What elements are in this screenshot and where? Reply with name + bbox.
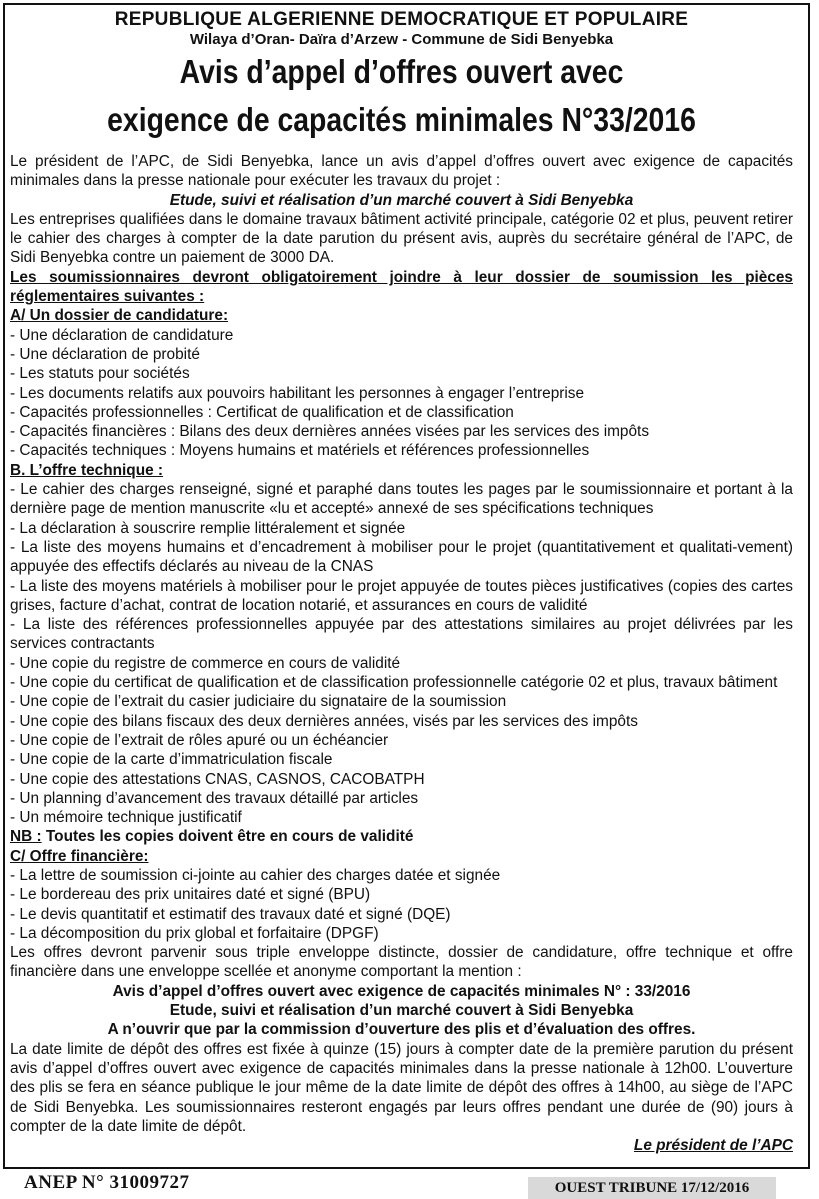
list-item: - Une copie de l’extrait du casier judiciaire du signataire de la soumission xyxy=(10,693,507,711)
nb-label: NB : xyxy=(10,828,42,846)
deadline-paragraph: La date limite de dépôt des offres est fixée à quinze (15) jours à compter date de la première parution du présent avis d’appel d’offres ouvert avec exigence de capacités minimales dans la presse nationale à 12h00. L’ouverture des plis se fera en séance publique le jour même de la date limite de dépôt des offres à 14h00, au siège de l’APC de Sidi Benyebka. Les soumissionnaires resteront engagés par leurs offres pendant une durée de (90) jours à compter de la date limite de dépôt. xyxy=(10,1040,793,1135)
mention-commission: A n’ouvrir que par la commission d’ouverture des plis et d’évaluation des offres. xyxy=(107,1021,696,1039)
list-item: - Une copie des bilans fiscaux des deux dernières années, visés par les services des impôts xyxy=(10,712,638,730)
list-item: - Capacités financières : Bilans des deux dernières années visées par les services des impôts xyxy=(10,423,650,441)
section-a-heading: A/ Un dossier de candidature: xyxy=(10,307,229,325)
list-item: - Un planning d’avancement des travaux détaillé par articles xyxy=(10,789,419,807)
list-item: - La lettre de soumission ci-jointe au cahier des charges datée et signée xyxy=(10,866,501,884)
intro-paragraph: Le président de l’APC, de Sidi Benyebka, lance un avis d’appel d’offres ouvert avec exigence de capacités minimales dans la presse nationale pour exécuter les travaux du projet : xyxy=(10,153,793,190)
anep-number: ANEP N° 31009727 xyxy=(24,1172,190,1193)
mention-project: Etude, suivi et réalisation d’un marché couvert à Sidi Benyebka xyxy=(169,1002,634,1020)
list-item: - Les documents relatifs aux pouvoirs habilitant les personnes à engager l’entreprise xyxy=(10,384,585,402)
list-item: - La décomposition du prix global et forfaitaire (DPGF) xyxy=(10,924,379,942)
section-b-heading: B. L’offre technique : xyxy=(10,461,164,479)
list-item: - La liste des moyens matériels à mobiliser pour le projet appuyée de toutes pièces justificatives (copies des cartes grises, facture d’achat, contrat de location notarié, et assurances en cours de validité xyxy=(10,577,793,614)
section-b-list xyxy=(10,480,793,827)
nb-text: Toutes les copies doivent être en cours de validité xyxy=(41,828,414,846)
obligation-heading: Les soumissionnaires devront obligatoirement joindre à leur dossier de soumission les pièces réglementaires suivantes : xyxy=(10,268,793,306)
notice-content xyxy=(10,9,793,1155)
mention-notice: Avis d’appel d’offres ouvert avec exigence de capacités minimales N° : 33/2016 xyxy=(112,982,691,1000)
list-item: - Une copie du certificat de qualification et de classification professionnelle catégorie 02 et plus, travaux bâtiment xyxy=(10,674,778,692)
list-item: - La déclaration à souscrire remplie littéralement et signée xyxy=(10,519,406,537)
list-item: - Une copie de l’extrait de rôles apuré ou un échéancier xyxy=(10,731,389,749)
list-item: - Capacités techniques : Moyens humains et matériels et références professionnelles xyxy=(10,442,590,460)
envelope-paragraph: Les offres devront parvenir sous triple enveloppe distincte, dossier de candidature, offre technique et offre financière dans une enveloppe scellée et anonyme comportant la mention : xyxy=(10,944,793,981)
notice-title-line2: exigence de capacités minimales N°33/2016 xyxy=(107,101,696,138)
list-item: - La liste des références professionnelles appuyée par des attestations similaires au projet délivrées par les services contractants xyxy=(10,616,793,653)
locality-heading: Wilaya d’Oran- Daïra d’Arzew - Commune de Sidi Benyebka xyxy=(189,31,614,48)
list-item: - Un mémoire technique justificatif xyxy=(10,809,242,827)
signature: Le président de l’APC xyxy=(633,1137,793,1155)
list-item: - Une déclaration de candidature xyxy=(10,326,234,344)
eligibility-paragraph: Les entreprises qualifiées dans le domaine travaux bâtiment activité principale, catégorie 02 et plus, peuvent retirer le cahier des charges à compter de la date parution du présent avis, auprès du secrétaire général de l’APC, de Sidi Benyebka contre un paiement de 3000 DA. xyxy=(10,210,793,267)
notice-body xyxy=(10,152,793,1155)
list-item: - La liste des moyens humains et d’encadrement à mobiliser pour le projet (quantitativement et qualitati-vement) appuyée des effectifs déclarés au niveau de la CNAS xyxy=(10,538,793,576)
section-c-heading: C/ Offre financière: xyxy=(10,847,149,865)
list-item: - Les statuts pour sociétés xyxy=(10,365,190,383)
list-item: - Le cahier des charges renseigné, signé et paraphé dans toutes les pages par le soumissionnaire et portant à la dernière page de mention manuscrite «lu et accepté» annexé de ses spécifications techniques xyxy=(10,481,793,518)
project-name: Etude, suivi et réalisation d’un marché couvert à Sidi Benyebka xyxy=(169,191,634,209)
list-item: - Capacités professionnelles : Certificat de qualification et de classification xyxy=(10,403,514,421)
list-item: - Le devis quantitatif et estimatif des travaux daté et signé (DQE) xyxy=(10,905,451,923)
country-heading: REPUBLIQUE ALGERIENNE DEMOCRATIQUE ET POPULAIRE xyxy=(114,9,689,30)
notice-title-line1: Avis d’appel d’offres ouvert avec xyxy=(179,53,624,90)
list-item: - Une déclaration de probité xyxy=(10,345,200,363)
list-item: - Une copie des attestations CNAS, CASNOS, CACOBATPH xyxy=(10,770,425,788)
section-c-list xyxy=(10,866,793,943)
section-a-list xyxy=(10,326,793,461)
publication-source: OUEST TRIBUNE 17/12/2016 xyxy=(528,1177,776,1199)
list-item: - Le bordereau des prix unitaires daté et signé (BPU) xyxy=(10,886,371,904)
list-item: - Une copie de la carte d’immatriculation fiscale xyxy=(10,751,333,769)
nb-note xyxy=(10,827,793,846)
list-item: - Une copie du registre de commerce en cours de validité xyxy=(10,654,401,672)
